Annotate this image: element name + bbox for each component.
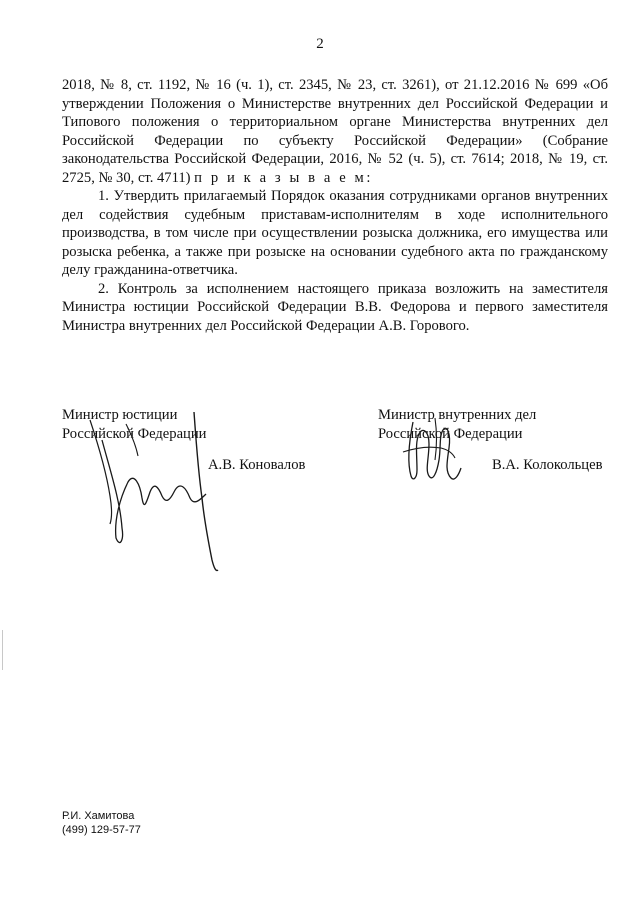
page-number: 2	[316, 36, 324, 52]
paragraph-item-1: 1. Утвердить прилагаемый Порядок оказания сотрудниками органов внутренних дел содействия судебным приставам-исполнителям в ходе исполнительного производства, в том числе при осуществлении розыска должника, его имущества или розыска ребенка, а также при розыске на основании судебного акта по гражданскому делу гражданина-ответчика.	[62, 188, 608, 278]
paragraph-references-text: 2018, № 8, ст. 1192, № 16 (ч. 1), ст. 2345, № 23, ст. 3261), от 21.12.2016 № 699 «Об утверждении Положения о Министерстве внутренних дел Российской Федерации и Типового положения о территориальном органе Министерства внутренних дел Российской Федерации по субъекту Российской Федерации» (Собрание законодательства Российской Федерации, 2016, № 52 (ч. 5), ст. 7614; 2018, № 19, ст. 2725, № 30, ст. 4711)	[62, 77, 608, 186]
document-body	[62, 76, 608, 335]
paragraph-item-2: 2. Контроль за исполнением настоящего приказа возложить на заместителя Министра юстиции Российской Федерации В.В. Федорова и первого заместителя Министра внутренних дел Российской Федерации А.В. Горового.	[62, 280, 608, 334]
paragraph-references	[62, 76, 608, 187]
signature-right-image	[395, 412, 485, 492]
signatory-right-title-line1: Министр внутренних дел	[378, 407, 537, 423]
executor-phone: (499) 129-57-77	[62, 823, 141, 836]
order-word: п р и к а з ы в а е м:	[194, 169, 374, 186]
executor-footer	[62, 810, 141, 837]
signatory-left-title-line2: Российской Федерации	[62, 425, 207, 442]
scan-edge-mark	[2, 630, 3, 670]
signatory-right-name: В.А. Колокольцев	[492, 457, 603, 473]
signatory-left-name: А.В. Коновалов	[208, 457, 306, 473]
signatory-left-title-line1: Министр юстиции	[62, 407, 178, 423]
signatory-right-title-line2: Российской Федерации	[378, 425, 523, 442]
signature-left-image	[70, 400, 270, 580]
executor-name: Р.И. Хамитова	[62, 810, 135, 822]
